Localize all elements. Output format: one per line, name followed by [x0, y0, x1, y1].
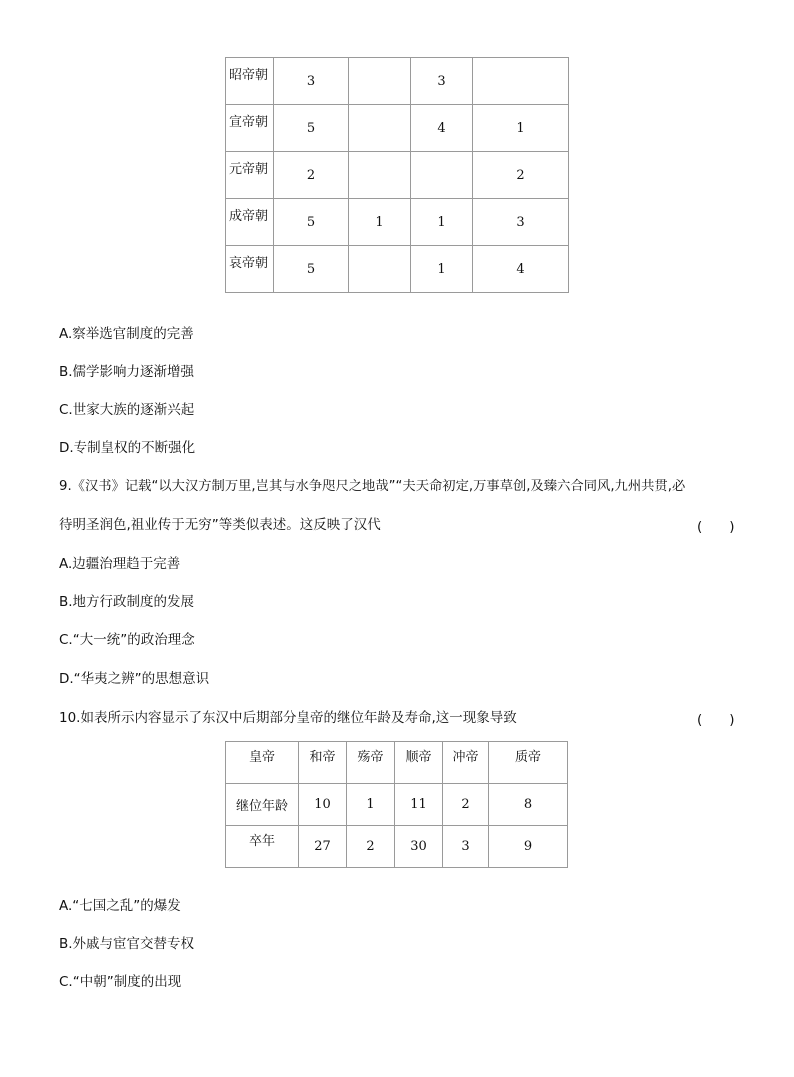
q8-option-d: D.专制皇权的不断强化	[59, 440, 196, 456]
eastern-han-emperors-table	[225, 741, 568, 868]
table-cell: 27	[299, 826, 347, 868]
q9-option-d: D.“华夷之辨”的思想意识	[59, 671, 210, 687]
row-label: 昭帝朝	[226, 58, 274, 105]
row-label: 宣帝朝	[226, 105, 274, 152]
table-cell: 2	[443, 784, 489, 826]
q9-stem-line1: 9.《汉书》记载“以大汉方制万里,岂其与水争咫尺之地哉”“夫天命初定,万事草创,及臻六合同风,九州共贯,必	[59, 479, 686, 494]
q10-stem: 10.如表所示内容显示了东汉中后期部分皇帝的继位年龄及寿命,这一现象导致	[59, 710, 517, 726]
table-header: 顺帝	[395, 742, 443, 784]
table-header: 和帝	[299, 742, 347, 784]
table-cell	[349, 152, 411, 199]
table-cell: 8	[489, 784, 568, 826]
table-cell	[411, 152, 473, 199]
row-label: 元帝朝	[226, 152, 274, 199]
table-cell: 2	[274, 152, 349, 199]
table-row	[226, 826, 568, 868]
table-cell	[349, 246, 411, 293]
table-cell: 11	[395, 784, 443, 826]
table-cell: 4	[473, 246, 569, 293]
table-cell: 1	[411, 199, 473, 246]
q8-option-c: C.世家大族的逐渐兴起	[59, 402, 195, 418]
table-header: 殇帝	[347, 742, 395, 784]
table-header: 皇帝	[226, 742, 299, 784]
table-cell: 1	[349, 199, 411, 246]
table-cell: 10	[299, 784, 347, 826]
table-row	[226, 152, 569, 199]
table-cell	[349, 105, 411, 152]
q9-option-c: C.“大一统”的政治理念	[59, 632, 195, 648]
table-row	[226, 58, 569, 105]
table-cell: 2	[473, 152, 569, 199]
row-label: 成帝朝	[226, 199, 274, 246]
row-label: 继位年龄	[226, 784, 299, 826]
q10-option-b: B.外戚与宦官交替专权	[59, 936, 195, 952]
table-cell: 3	[411, 58, 473, 105]
table-header: 质帝	[489, 742, 568, 784]
table-cell: 2	[347, 826, 395, 868]
table-cell: 3	[443, 826, 489, 868]
table-header-row	[226, 742, 568, 784]
q9-answer-paren: ( )	[697, 519, 735, 535]
table-cell	[473, 58, 569, 105]
table-cell: 5	[274, 246, 349, 293]
table-cell: 4	[411, 105, 473, 152]
table-cell: 1	[473, 105, 569, 152]
q10-option-c: C.“中朝”制度的出现	[59, 974, 182, 990]
table-cell	[349, 58, 411, 105]
q9-stem-line2: 待明圣润色,祖业传于无穷”等类似表述。这反映了汉代	[59, 517, 381, 533]
table-row	[226, 784, 568, 826]
table-cell: 3	[274, 58, 349, 105]
row-label: 卒年	[226, 826, 299, 868]
table-cell: 1	[411, 246, 473, 293]
q10-option-a: A.“七国之乱”的爆发	[59, 898, 181, 914]
table-cell: 1	[347, 784, 395, 826]
table-cell: 30	[395, 826, 443, 868]
table-cell: 3	[473, 199, 569, 246]
q9-option-b: B.地方行政制度的发展	[59, 594, 195, 610]
table-row	[226, 246, 569, 293]
q8-option-b: B.儒学影响力逐渐增强	[59, 364, 195, 380]
q9-option-a: A.边疆治理趋于完善	[59, 556, 181, 572]
table-row	[226, 199, 569, 246]
table-cell: 9	[489, 826, 568, 868]
table-cell: 5	[274, 199, 349, 246]
western-han-emperors-table	[225, 57, 569, 293]
table-header: 冲帝	[443, 742, 489, 784]
row-label: 哀帝朝	[226, 246, 274, 293]
q8-option-a: A.察举选官制度的完善	[59, 326, 194, 342]
q10-answer-paren: ( )	[697, 712, 735, 728]
table-row	[226, 105, 569, 152]
table-cell: 5	[274, 105, 349, 152]
